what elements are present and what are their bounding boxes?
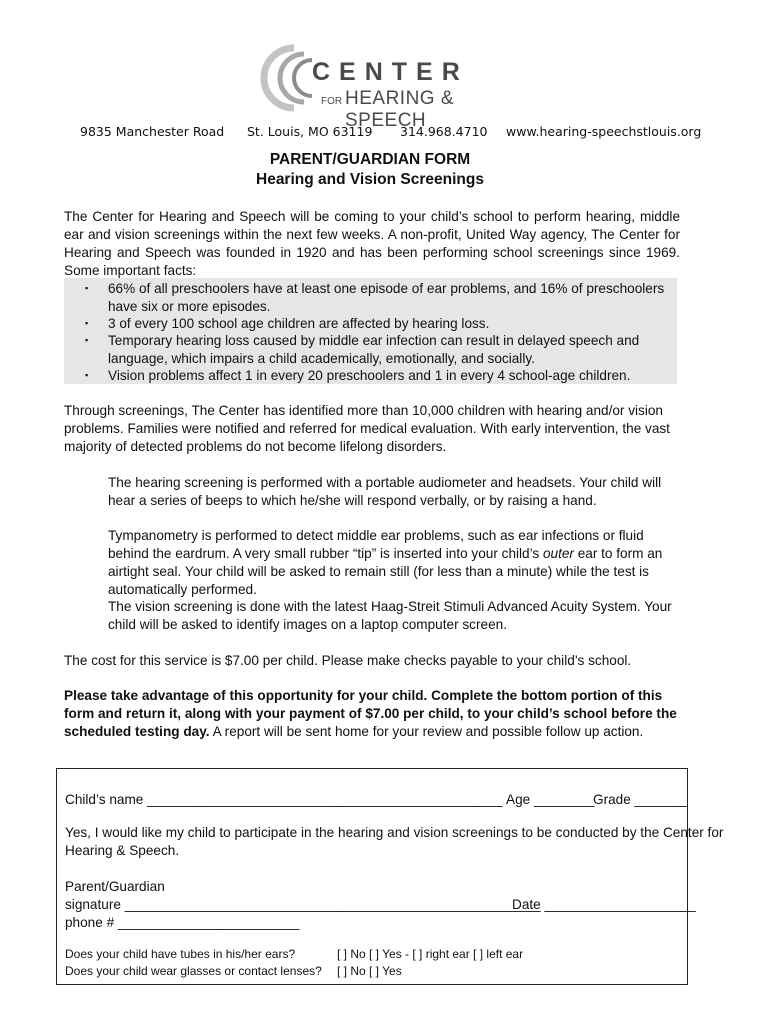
bullet-icon: ▪ <box>85 335 89 345</box>
outer-emphasis: outer <box>542 546 574 561</box>
street-address: 9835 Manchester Road <box>80 124 225 139</box>
bullet-icon: ▪ <box>85 283 89 293</box>
logo-word-center: CENTER <box>312 58 469 86</box>
tympanometry-paragraph: Tympanometry is performed to detect middle ear problems, such as ear infections or fluid behind the eardrum. A very small rubber “tip” is inserted into your child’s outer ear to form an airtight seal. Your child will be asked to remain still (for less than a minute) while the test is automatically performed. <box>108 528 663 597</box>
fact-item: ▪ Vision problems affect 1 in every 20 preschoolers and 1 in every 4 school-age children. <box>85 368 631 383</box>
intro-paragraph: The Center for Hearing and Speech will be coming to your child’s school to perform hearing, middle ear and vision screenings within the next few weeks. A non-profit, United Way agency, The Center for Hearing and Speech was founded in 1920 and has been performing school screenings since 1969. Some important facts: <box>64 209 680 278</box>
return-form-box <box>56 768 724 985</box>
city-address: St. Louis, MO 63119 <box>247 124 373 139</box>
signature-field[interactable]: signature _______________________________________________________ <box>65 897 541 912</box>
closing-paragraph <box>64 687 680 741</box>
grade-field[interactable]: Grade _______ <box>593 792 688 807</box>
tubes-question: Does your child have tubes in his/her ears? <box>65 947 296 961</box>
facts-box <box>64 278 677 384</box>
consent-line-1: Yes, I would like my child to participate in the hearing and vision screenings to be conducted by the Center for <box>65 825 724 840</box>
fact-item: ▪ 3 of every 100 school age children are affected by hearing loss. <box>85 316 490 331</box>
child-name-field[interactable]: Child’s name _______________________________________________ <box>65 792 503 807</box>
closing-normal-text: A report will be sent home for your review and possible follow up action. <box>209 724 644 739</box>
logo-word-hearing-speech: HEARING & SPEECH <box>345 88 455 131</box>
cost-paragraph: The cost for this service is $7.00 per child. Please make checks payable to your child’s school. <box>64 653 632 668</box>
parent-guardian-label: Parent/Guardian <box>65 879 165 894</box>
age-field[interactable]: Age ________ <box>506 792 595 807</box>
phone-number: 314.968.4710 <box>400 124 488 139</box>
consent-line-2: Hearing & Speech. <box>65 843 180 858</box>
results-paragraph: Through screenings, The Center has identified more than 10,000 children with hearing and/or vision problems. Families were notified and referred for medical evaluation. With early intervention, the vast majority of detected problems do not become lifelong disorders. <box>64 403 670 454</box>
logo-word-for: FOR <box>321 96 343 107</box>
date-field[interactable]: Date ____________________ <box>512 897 696 912</box>
website-link[interactable]: www.hearing-speechstlouis.org <box>506 124 702 139</box>
glasses-options[interactable]: [ ] No [ ] Yes <box>337 964 402 978</box>
fact-item: ▪ Temporary hearing loss caused by middle ear infection can result in delayed speech and language, which impairs a child academically, emotionally, and socially. <box>85 333 640 366</box>
bullet-icon: ▪ <box>85 370 89 380</box>
vision-screening-paragraph: The vision screening is done with the latest Haag-Streit Stimuli Advanced Acuity System. Your child will be asked to identify images on a laptop computer screen. <box>108 599 672 632</box>
center-logo <box>250 44 540 131</box>
form-subtitle: Hearing and Vision Screenings <box>256 171 484 188</box>
closing-bold-text: Please take advantage of this opportunity for your child. Complete the bottom portion of this form and return it, along with your payment of $7.00 per child, to your child’s school before the scheduled testing day. <box>64 688 677 739</box>
fact-item: ▪ 66% of all preschoolers have at least one episode of ear problems, and 16% of preschoolers have six or more episodes. <box>85 281 665 314</box>
tubes-options[interactable]: [ ] No [ ] Yes - [ ] right ear [ ] left ear <box>337 947 524 961</box>
phone-field[interactable]: phone # ________________________ <box>65 915 300 930</box>
hearing-screening-paragraph: The hearing screening is performed with a portable audiometer and headsets. Your child will hear a series of beeps to which he/she will respond verbally, or by raising a hand. <box>108 475 662 508</box>
form-title: PARENT/GUARDIAN FORM <box>269 151 471 168</box>
glasses-question: Does your child wear glasses or contact lenses? <box>65 964 322 978</box>
bullet-icon: ▪ <box>85 318 89 328</box>
